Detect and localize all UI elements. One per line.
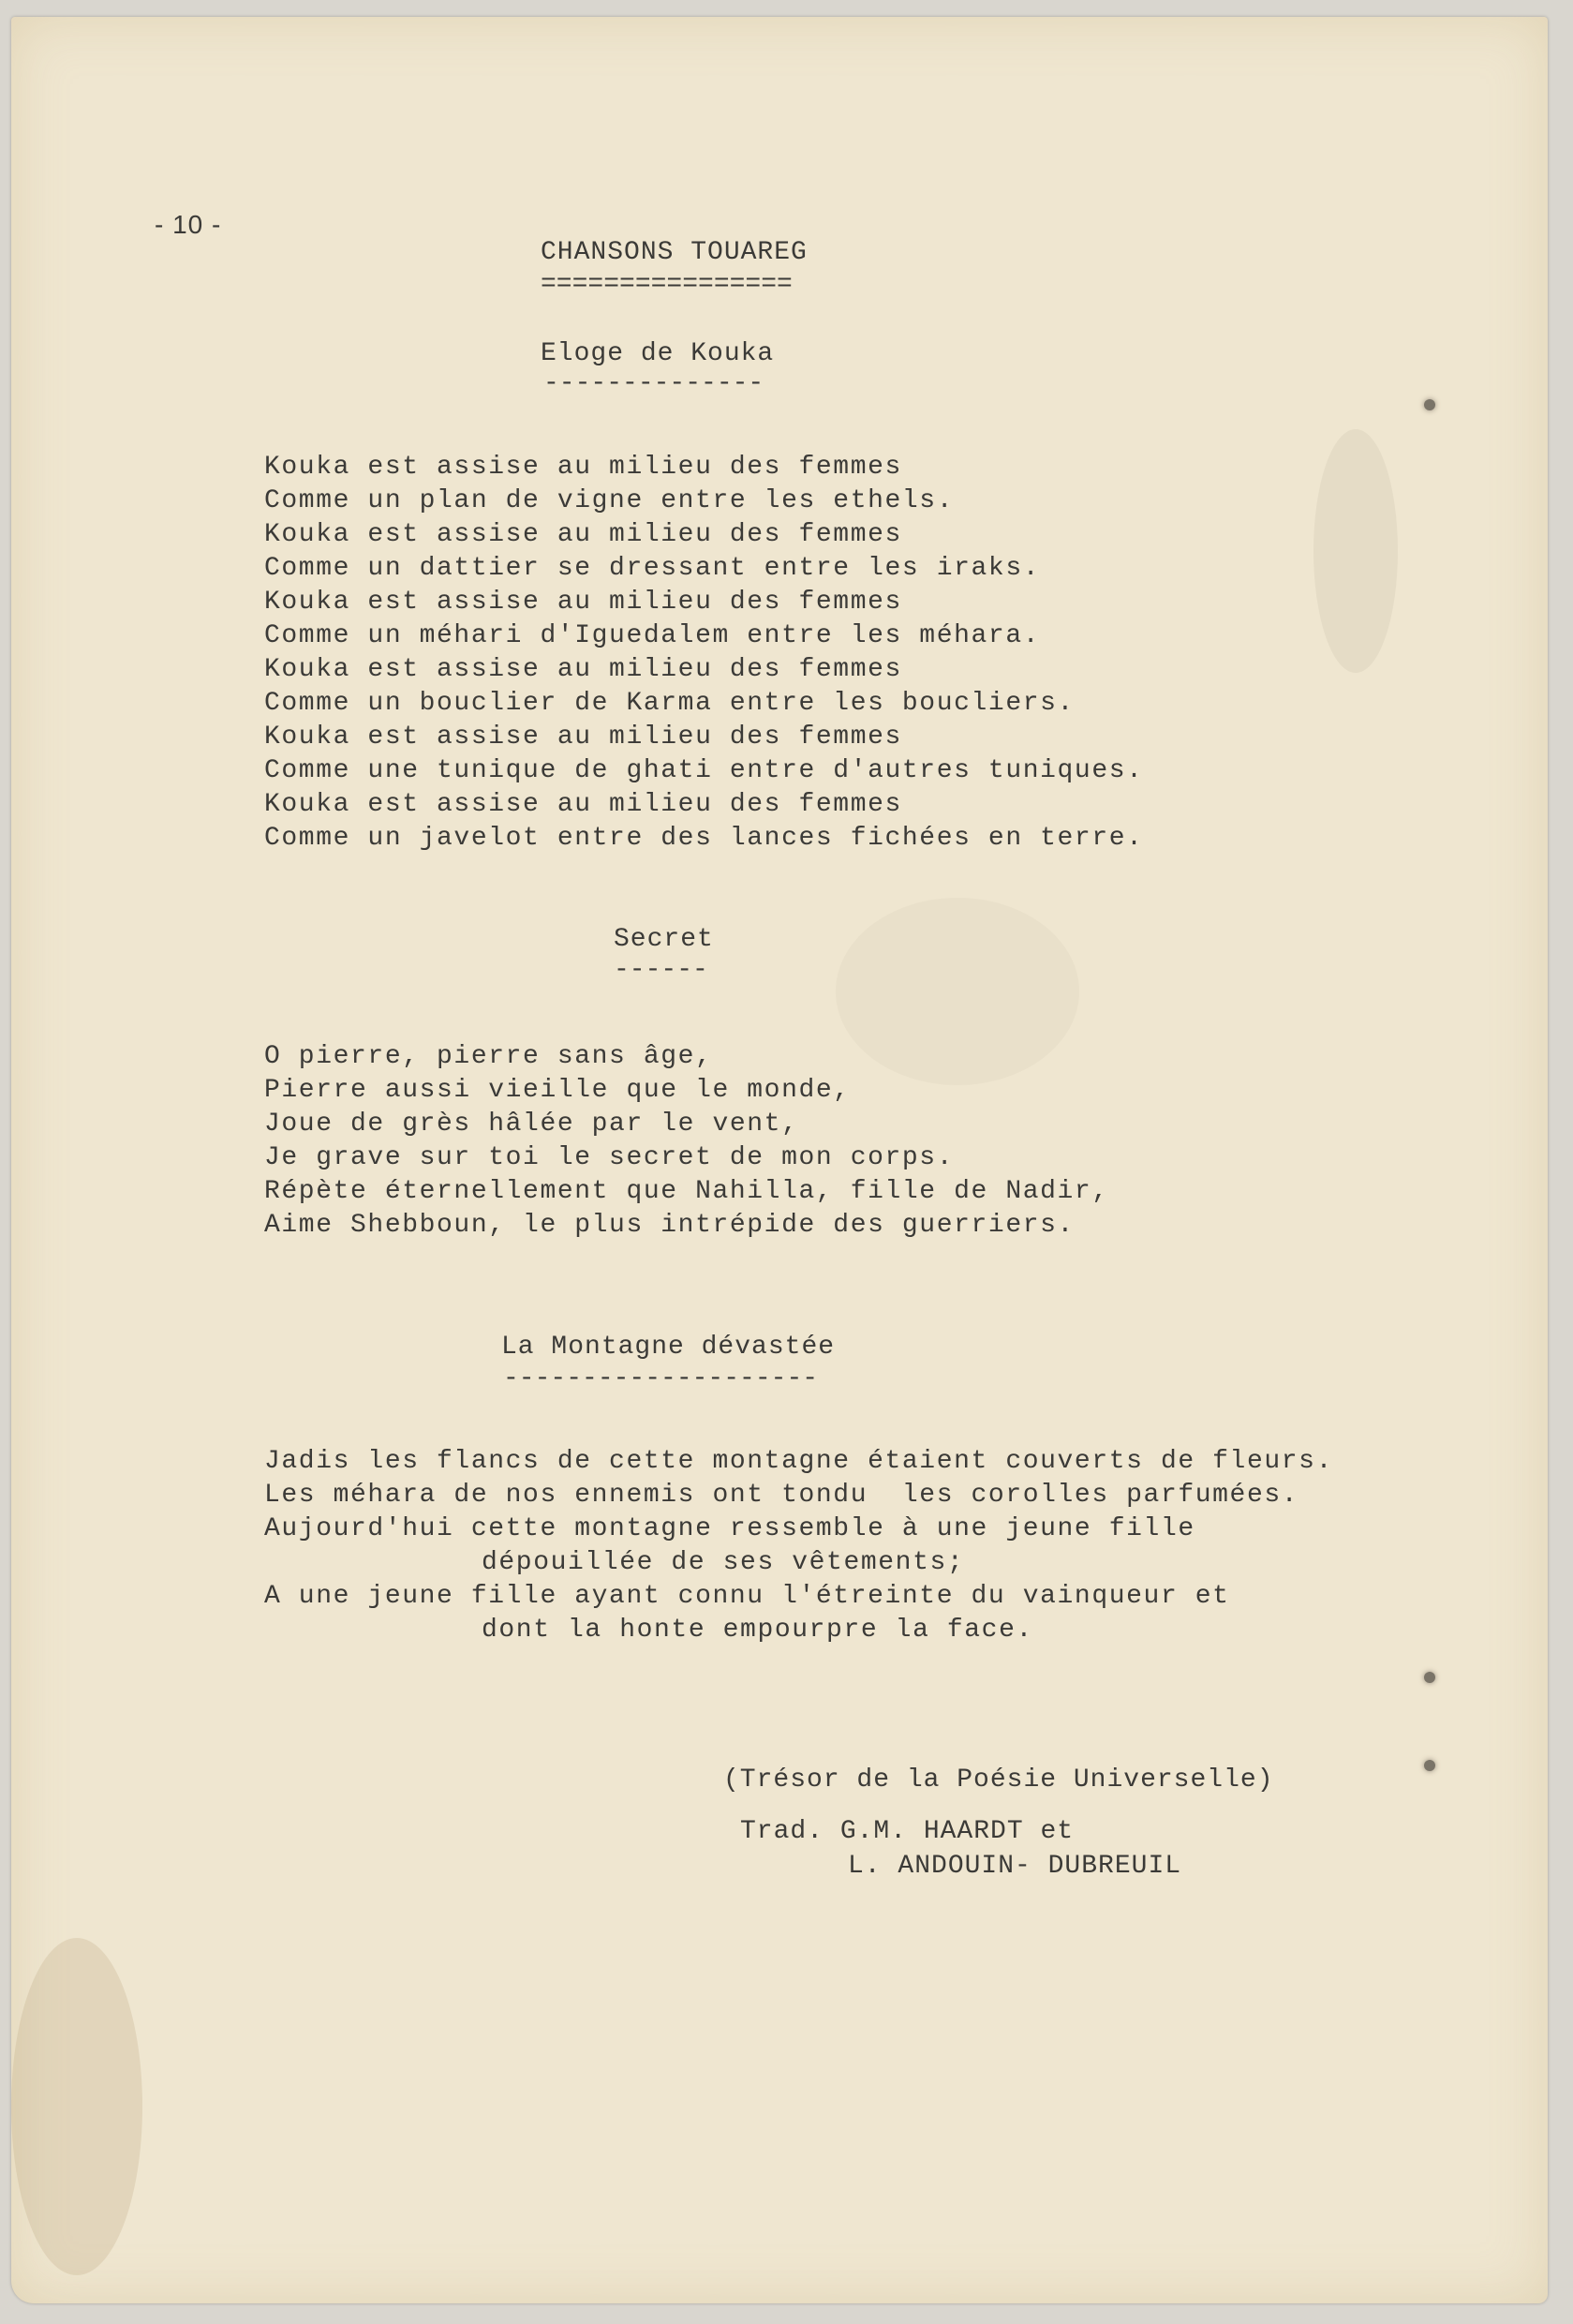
- section-underline-montagne: --------------------: [503, 1364, 819, 1393]
- poem-line: dépouillée de ses vêtements;: [482, 1548, 965, 1577]
- poem-eloge-de-kouka: [264, 451, 1144, 856]
- punch-hole-3: [1424, 1760, 1435, 1771]
- poem-line: Je grave sur toi le secret de mon corps.: [264, 1143, 955, 1172]
- poem-line: Répète éternellement que Nahilla, fille de Nadir,: [264, 1177, 1109, 1206]
- section-heading-montagne: La Montagne dévastée: [501, 1333, 836, 1362]
- document-title: CHANSONS TOUAREG: [541, 238, 808, 267]
- poem-line: Comme un bouclier de Karma entre les boucliers.: [264, 689, 1075, 718]
- poem-line: Kouka est assise au milieu des femmes: [264, 655, 902, 684]
- title-underline: ================: [541, 270, 793, 299]
- stain-right: [1313, 429, 1398, 673]
- section-heading-eloge: Eloge de Kouka: [541, 339, 775, 368]
- poem-line: Comme un méhari d'Iguedalem entre les méhara.: [264, 621, 1041, 650]
- poem-line: Comme une tunique de ghati entre d'autres tuniques.: [264, 756, 1144, 785]
- poem-line: Kouka est assise au milieu des femmes: [264, 790, 902, 819]
- poem-line: Aime Shebboun, le plus intrépide des guerriers.: [264, 1211, 1075, 1240]
- poem-line: Kouka est assise au milieu des femmes: [264, 723, 902, 752]
- poem-line: Kouka est assise au milieu des femmes: [264, 588, 902, 617]
- poem-line: Aujourd'hui cette montagne ressemble à une jeune fille: [264, 1514, 1195, 1543]
- source-attribution: (Trésor de la Poésie Universelle): [723, 1765, 1274, 1795]
- poem-line: Comme un plan de vigne entre les ethels.: [264, 486, 955, 515]
- section-underline-secret: ------: [614, 956, 708, 985]
- poem-line: Kouka est assise au milieu des femmes: [264, 520, 902, 549]
- translators-line-1: Trad. G.M. HAARDT et: [740, 1817, 1075, 1846]
- stain-left: [11, 1938, 142, 2275]
- punch-hole-2: [1424, 1672, 1435, 1683]
- poem-secret: [264, 1040, 1109, 1243]
- poem-line: Pierre aussi vieille que le monde,: [264, 1076, 851, 1105]
- poem-line: Les méhara de nos ennemis ont tondu les corolles parfumées.: [264, 1481, 1299, 1510]
- poem-line: dont la honte empourpre la face.: [482, 1616, 1033, 1645]
- poem-la-montagne-devastee: [264, 1445, 1333, 1647]
- section-underline-eloge: --------------: [543, 369, 764, 398]
- poem-line: Comme un javelot entre des lances fichées en terre.: [264, 824, 1144, 853]
- poem-line: O pierre, pierre sans âge,: [264, 1042, 713, 1071]
- poem-line: Kouka est assise au milieu des femmes: [264, 453, 902, 482]
- poem-line: Comme un dattier se dressant entre les iraks.: [264, 554, 1041, 583]
- section-heading-secret: Secret: [614, 925, 714, 954]
- poem-line: Jadis les flancs de cette montagne étaient couverts de fleurs.: [264, 1447, 1333, 1476]
- poem-line: Joue de grès hâlée par le vent,: [264, 1110, 799, 1139]
- poem-line: A une jeune fille ayant connu l'étreinte du vainqueur et: [264, 1582, 1230, 1611]
- translators-line-2: L. ANDOUIN- DUBREUIL: [848, 1852, 1182, 1881]
- punch-hole-1: [1424, 399, 1435, 410]
- page-number: - 10 -: [155, 210, 222, 239]
